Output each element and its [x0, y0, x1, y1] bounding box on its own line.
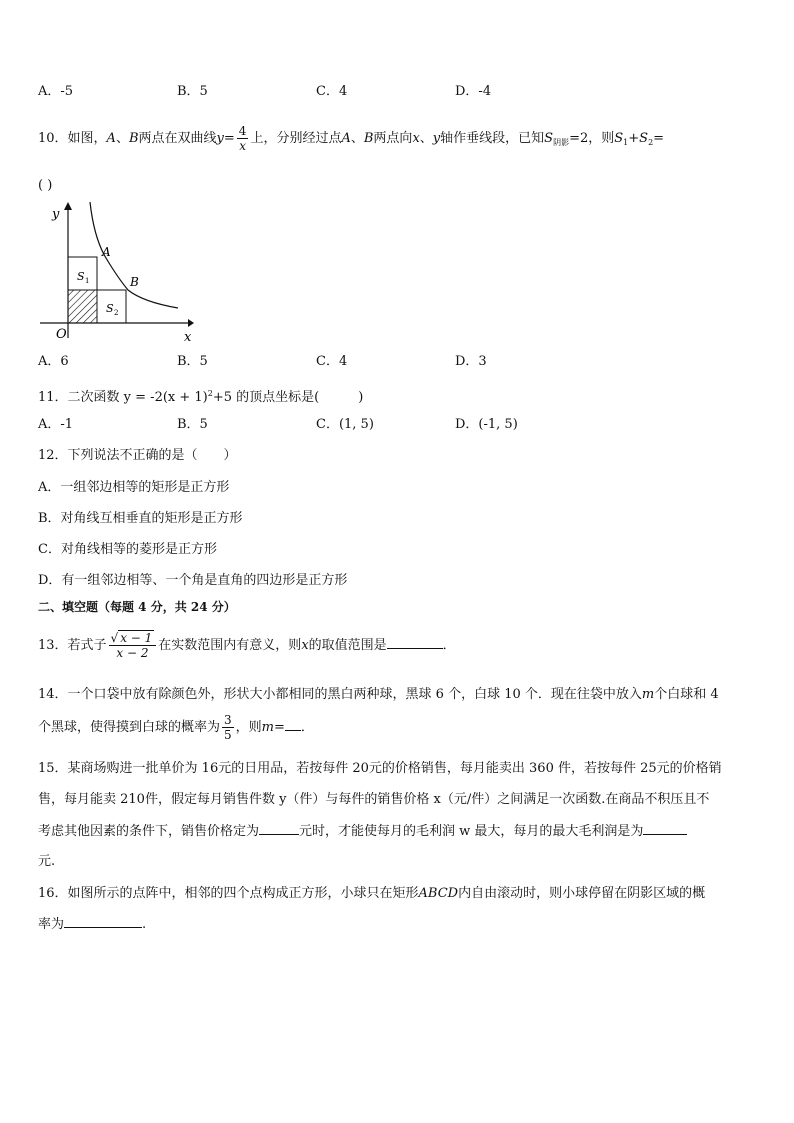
q14-line2b: ，则	[235, 720, 262, 735]
q15-blank1[interactable]	[259, 822, 299, 835]
q10-point-a: A	[106, 131, 116, 146]
q16-line2	[38, 915, 146, 934]
q14-m: m	[641, 687, 655, 702]
q14-line2	[38, 710, 314, 746]
q10-text1: 两点在双曲线	[138, 131, 217, 146]
q10-y: y	[216, 131, 224, 146]
q10-x: x	[412, 131, 420, 146]
q13-stem	[38, 628, 456, 664]
fig-o-label: O	[56, 327, 67, 342]
q10-figure	[38, 198, 198, 346]
q12-option-b: B．对角线互相垂直的矩形是正方形	[38, 511, 243, 526]
q11-options	[38, 416, 594, 434]
q16-line1a: 16．如图所示的点阵中，相邻的四个点构成正方形，小球只在矩形	[38, 886, 419, 901]
q9-option-c: C．4	[316, 84, 348, 99]
q15-line3b: 元时，才能使每月的毛利润 w 最大，每月的最大毛利润是为	[299, 824, 644, 839]
q10-s2: S	[639, 131, 649, 146]
q10-plus: +	[628, 131, 640, 146]
q16-end: .	[142, 917, 147, 932]
q9-option-d: D．-4	[455, 84, 492, 99]
q14-fraction	[222, 713, 234, 742]
q13-text: 在实数范围内有意义，则	[158, 638, 302, 653]
fig-x-label: x	[184, 330, 192, 345]
q14-line2c: =	[274, 720, 285, 735]
q13-end: ．	[442, 638, 456, 653]
q14-line1b: 个白球和 4	[654, 687, 719, 702]
q10-s-shaded: S	[544, 131, 554, 146]
fig-s2-label: S	[106, 302, 114, 315]
q14-line1a: 14．一个口袋中放有除颜色外，形状大小都相同的黑白两种球，黑球 6 个，白球 10 个．现在往袋中放入	[38, 687, 642, 702]
section2-heading: 二、填空题（每题 4 分，共 24 分）	[38, 600, 236, 614]
q13-prefix: 13．若式子	[38, 638, 107, 653]
q15-line3	[38, 822, 687, 841]
q14-frac-den: 5	[224, 728, 232, 742]
q10-frac-den: x	[239, 139, 246, 153]
q10-sep2: 、	[350, 131, 364, 146]
q9-options	[38, 83, 594, 101]
q10-option-c: C．4	[316, 354, 348, 369]
q10-eq2: =	[653, 131, 665, 146]
q10-text4: 轴作垂线段，已知	[440, 131, 545, 146]
q11-option-d: D．(-1, 5)	[455, 417, 518, 432]
q10-point-b: B	[128, 131, 139, 146]
q9-option-b: B．5	[177, 84, 208, 99]
q12-option-a: A．一组邻边相等的矩形是正方形	[38, 480, 230, 495]
q13-sqrt-body: x − 1	[120, 631, 153, 645]
q10-s-shaded-sub: 阴影	[553, 138, 570, 147]
q10-text5: =2，则	[569, 131, 615, 146]
q10-text3: 两点向	[373, 131, 413, 146]
q10-s1-sub: 1	[623, 138, 629, 147]
q10-sep3: 、	[419, 131, 433, 146]
q10-options	[38, 353, 594, 371]
q13-blank[interactable]	[387, 636, 443, 649]
shaded-rect	[68, 290, 97, 323]
q11-sup: 2	[207, 389, 213, 398]
q10-option-b: B．5	[177, 354, 208, 369]
q16-blank[interactable]	[64, 915, 142, 928]
fig-b-label: B	[130, 275, 139, 289]
q10-option-d: D．3	[455, 354, 487, 369]
q10-eq: =	[223, 131, 235, 146]
q10-frac-num: 4	[238, 124, 247, 138]
q13-fraction	[109, 631, 157, 660]
q11-stem	[38, 385, 363, 407]
fig-s1-label: S	[77, 270, 85, 283]
q13-frac-num: √ x − 1	[109, 631, 157, 646]
q10-option-a: A．6	[38, 354, 69, 369]
q10-bracket: ( )	[38, 178, 53, 193]
q10-s1: S	[614, 131, 624, 146]
q9-option-a: A．-5	[38, 84, 74, 99]
q15-line4: 元.	[38, 854, 56, 869]
q14-blank[interactable]	[285, 718, 301, 731]
q15-line3a: 考虑其他因素的条件下，销售价格定为	[38, 824, 260, 839]
q10-fraction	[237, 124, 249, 153]
q10-s2-sub: 2	[648, 138, 654, 147]
q11-text: 11．二次函数 y = -2(x + 1)	[38, 390, 208, 405]
fig-y-label: y	[52, 207, 60, 222]
q10-point-b2: B	[363, 131, 374, 146]
q15-blank2[interactable]	[643, 822, 687, 835]
q11-option-c: C．(1, 5)	[316, 417, 374, 432]
q15-line2: 售，每月能卖 210件，假定每月销售件数 y（件）与每件的销售价格 x（元/件）之间满足一次函数.在商品不积压且不	[38, 792, 710, 807]
q12-option-d: D．有一组邻边相等、一个角是直角的四边形是正方形	[38, 573, 348, 588]
q13-text2: 的取值范围是	[308, 638, 387, 653]
q16-line1	[38, 885, 705, 903]
fig-s1-sub: 1	[85, 277, 90, 285]
q14-line2a: 个黑球，使得摸到白球的概率为	[38, 720, 221, 735]
y-axis-arrow	[64, 202, 72, 210]
q10-point-a2: A	[341, 131, 351, 146]
q15-line1: 15．某商场购进一批单价为 16元的日用品，若按每件 20元的价格销售，每月能卖出 360 件，若按每件 25元的价格销	[38, 761, 722, 776]
q14-m2: m	[261, 720, 274, 735]
q10-sep: 、	[115, 131, 129, 146]
q12-option-c: C．对角线相等的菱形是正方形	[38, 542, 217, 557]
q16-line1b: 内自由滚动时，则小球停留在阴影区域的概	[458, 886, 706, 901]
q10-stem	[38, 122, 664, 160]
q16-abcd: ABCD	[418, 886, 459, 901]
q11-option-b: B．5	[177, 417, 208, 432]
fig-a-label: A	[102, 245, 111, 259]
q16-line2a: 率为	[38, 917, 65, 932]
x-axis-arrow	[188, 319, 194, 327]
q14-frac-num: 3	[224, 713, 232, 727]
q10-prefix: 10．如图，	[38, 131, 107, 146]
q14-end: ．	[300, 720, 314, 735]
q13-frac-den: x − 2	[116, 646, 149, 660]
q14-line1	[38, 686, 719, 704]
q12-stem: 12．下列说法不正确的是（ ）	[38, 448, 237, 463]
q10-text2: 上，分别经过点	[250, 131, 342, 146]
fig-s2-sub: 2	[114, 309, 119, 317]
q11-text2: +5 的顶点坐标是( )	[212, 390, 364, 405]
q10-y2: y	[432, 131, 441, 146]
q11-option-a: A．-1	[38, 417, 74, 432]
q13-x: x	[301, 638, 309, 653]
